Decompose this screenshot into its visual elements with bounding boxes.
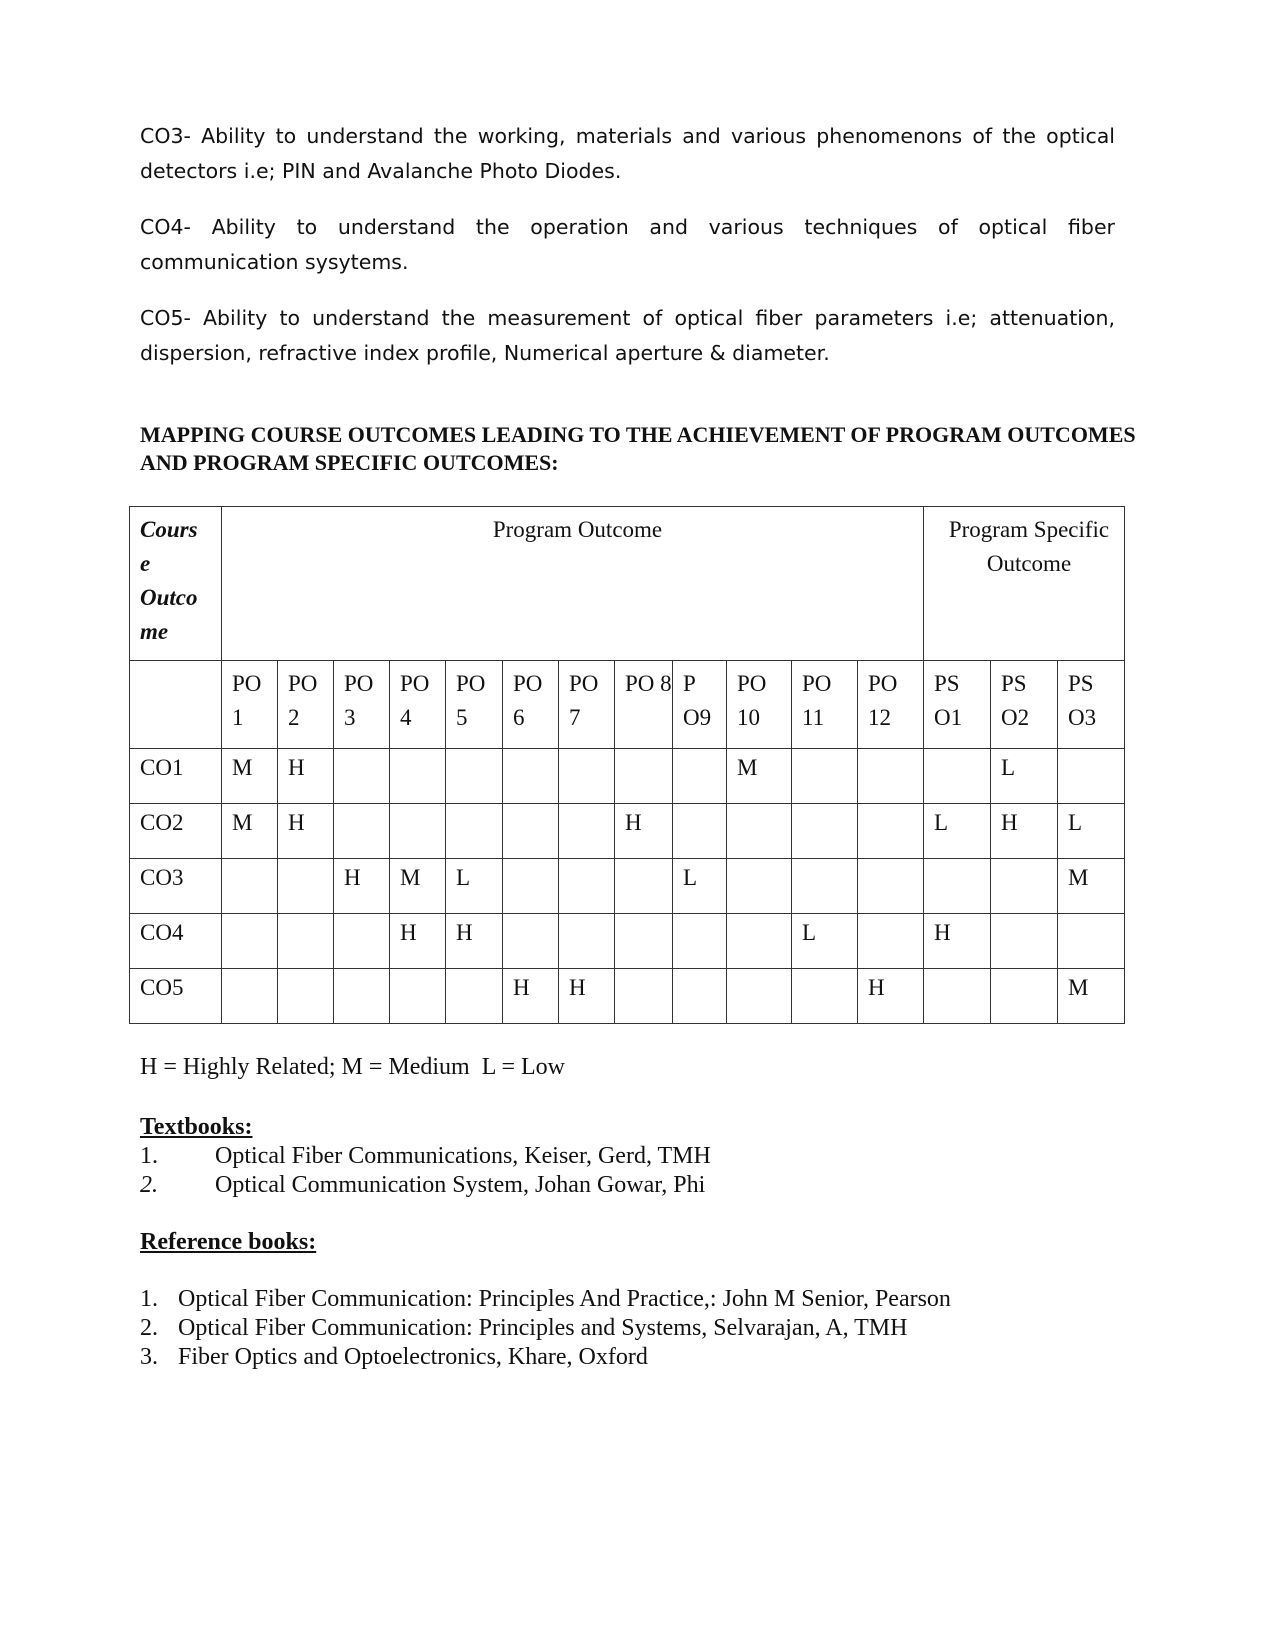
mapping-cell [390,749,446,804]
mapping-cell [615,914,673,969]
mapping-cell [924,859,991,914]
column-header-cell: PO 10 [727,661,792,749]
mapping-cell [559,749,615,804]
table-row [130,859,1125,914]
mapping-cell [559,914,615,969]
course-outcome-header: Cours e Outco me [130,507,222,661]
column-header-cell: PO 5 [446,661,503,749]
column-header-cell: PO 8 [615,661,673,749]
mapping-cell [858,749,924,804]
mapping-cell [673,804,727,859]
mapping-cell [792,859,858,914]
mapping-cell [390,969,446,1024]
mapping-cell: M [390,859,446,914]
column-header-cell: PO 3 [334,661,390,749]
mapping-cell [334,969,390,1024]
mapping-cell: L [446,859,503,914]
mapping-cell: L [991,749,1058,804]
co5-description: CO5- Ability to understand the measurement of optical fiber parameters i.e; attenuation, dispersion, refractive index profile, Numerical aperture & diameter. [140,306,1115,365]
mapping-cell [727,969,792,1024]
column-labels-row [130,661,1125,749]
mapping-cell [334,914,390,969]
table-row [130,804,1125,859]
row-course-outcome: CO2 [130,804,222,859]
row-course-outcome: CO1 [130,749,222,804]
table-header-row [130,507,1125,661]
mapping-cell: M [727,749,792,804]
mapping-cell [334,749,390,804]
column-header-cell: PO 7 [559,661,615,749]
mapping-heading: MAPPING COURSE OUTCOMES LEADING TO THE ACHIEVEMENT OF PROGRAM OUTCOMES AND PROGRAM SPECIFIC OUTCOMES: [140,422,1136,475]
mapping-cell: H [503,969,559,1024]
column-header-cell: PO 1 [222,661,278,749]
mapping-cell [792,804,858,859]
mapping-cell [673,914,727,969]
mapping-cell [446,749,503,804]
mapping-cell [858,914,924,969]
reference-number: 1. [140,1286,158,1312]
mapping-cell [615,859,673,914]
mapping-cell [278,914,334,969]
mapping-cell [503,859,559,914]
mapping-cell [334,804,390,859]
mapping-cell: H [858,969,924,1024]
mapping-cell [991,914,1058,969]
mapping-cell: M [1058,969,1125,1024]
mapping-cell [446,804,503,859]
mapping-cell: H [991,804,1058,859]
mapping-cell: M [222,804,278,859]
program-outcome-header: Program Outcome [222,507,924,661]
mapping-cell: H [924,914,991,969]
mapping-cell [390,804,446,859]
empty-header-cell [130,661,222,749]
mapping-cell: H [446,914,503,969]
row-course-outcome: CO5 [130,969,222,1024]
mapping-cell: H [390,914,446,969]
mapping-cell [858,804,924,859]
mapping-cell [792,749,858,804]
mapping-cell [792,969,858,1024]
mapping-cell [446,969,503,1024]
mapping-cell: L [673,859,727,914]
mapping-cell: L [1058,804,1125,859]
textbook-text: Optical Fiber Communications, Keiser, Gerd, TMH [215,1143,711,1169]
reference-text: Optical Fiber Communication: Principles And Practice,: John M Senior, Pearson [178,1286,951,1312]
mapping-cell [727,859,792,914]
legend: H = Highly Related; M = Medium L = Low [140,1054,566,1080]
reference-text: Optical Fiber Communication: Principles and Systems, Selvarajan, A, TMH [178,1315,908,1341]
co4-description: CO4- Ability to understand the operation and various techniques of optical fiber communication sysytems. [140,215,1115,274]
reference-number: 2. [140,1315,158,1341]
mapping-cell [673,969,727,1024]
co3-description: CO3- Ability to understand the working, materials and various phenomenons of the optical detectors i.e; PIN and Avalanche Photo Diodes. [140,124,1115,183]
mapping-cell: M [1058,859,1125,914]
mapping-cell [924,969,991,1024]
mapping-cell [727,804,792,859]
reference-number: 3. [140,1344,158,1370]
mapping-cell: H [559,969,615,1024]
mapping-cell [503,749,559,804]
mapping-cell [222,859,278,914]
textbook-number: 1. [140,1143,158,1169]
mapping-cell [278,969,334,1024]
table-row [130,969,1125,1024]
mapping-cell [222,969,278,1024]
table-row [130,914,1125,969]
column-header-cell: PS O1 [924,661,991,749]
reference-books-title: Reference books: [140,1229,317,1255]
mapping-cell [222,914,278,969]
mapping-cell [559,859,615,914]
mapping-cell: M [222,749,278,804]
mapping-cell [991,859,1058,914]
textbook-text: Optical Communication System, Johan Gowar, Phi [215,1172,706,1198]
column-header-cell: PO 2 [278,661,334,749]
mapping-cell [1058,749,1125,804]
mapping-cell [673,749,727,804]
column-header-cell: PO 11 [792,661,858,749]
column-header-cell: PO 4 [390,661,446,749]
mapping-cell [615,749,673,804]
textbooks-title: Textbooks: [140,1114,253,1140]
mapping-cell [503,804,559,859]
mapping-cell [727,914,792,969]
column-header-cell: PS O3 [1058,661,1125,749]
mapping-cell: L [924,804,991,859]
mapping-cell [278,859,334,914]
column-header-cell: PS O2 [991,661,1058,749]
mapping-cell [991,969,1058,1024]
row-course-outcome: CO3 [130,859,222,914]
mapping-cell [858,859,924,914]
mapping-cell [924,749,991,804]
co-po-mapping-table [129,506,1125,1024]
column-header-cell: PO 12 [858,661,924,749]
table-row [130,749,1125,804]
mapping-cell [559,804,615,859]
mapping-cell: H [278,804,334,859]
mapping-cell [1058,914,1125,969]
mapping-cell [615,969,673,1024]
column-header-cell: P O9 [673,661,727,749]
mapping-cell: L [792,914,858,969]
column-header-cell: PO 6 [503,661,559,749]
program-specific-outcome-header: Program Specific Outcome [924,507,1125,661]
reference-text: Fiber Optics and Optoelectronics, Khare, Oxford [178,1344,648,1370]
row-course-outcome: CO4 [130,914,222,969]
mapping-cell [503,914,559,969]
mapping-cell: H [334,859,390,914]
textbook-number: 2. [140,1172,158,1198]
mapping-cell: H [615,804,673,859]
mapping-cell: H [278,749,334,804]
